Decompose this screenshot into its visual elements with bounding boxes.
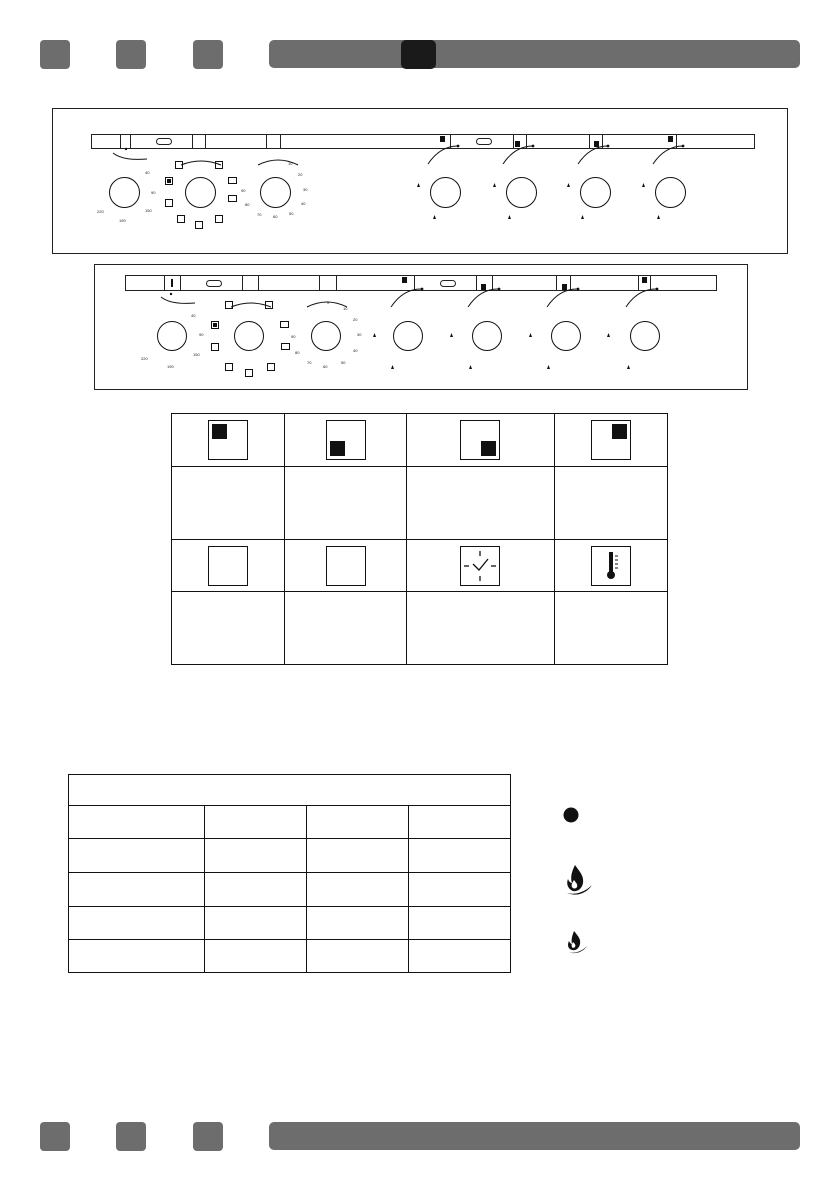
timer-label: 70 bbox=[307, 360, 312, 365]
control-panel-a bbox=[52, 108, 788, 254]
table-cell bbox=[205, 806, 307, 839]
table-cell bbox=[69, 873, 205, 907]
timer-label: 40 bbox=[301, 201, 306, 206]
symbol-cell bbox=[285, 540, 406, 592]
burner-front-left-icon bbox=[326, 420, 366, 460]
table-cell bbox=[409, 873, 511, 907]
temp-label: 190 bbox=[167, 364, 174, 369]
symbol-cell bbox=[406, 540, 554, 592]
description-cell bbox=[554, 592, 667, 665]
description-cell bbox=[406, 467, 554, 540]
description-cell bbox=[554, 467, 667, 540]
description-cell bbox=[172, 592, 285, 665]
timer-label: 20 bbox=[353, 317, 358, 322]
temp-label: 150 bbox=[193, 352, 200, 357]
control-panel-b bbox=[94, 264, 748, 390]
timer-label: 30 bbox=[303, 187, 308, 192]
burner-rear-right-icon bbox=[591, 420, 631, 460]
footer-tab-2 bbox=[116, 1122, 146, 1151]
timer-label: 50 bbox=[289, 211, 294, 216]
table-cell bbox=[69, 806, 205, 839]
symbol-cell bbox=[172, 414, 285, 467]
burner-front-right-icon bbox=[460, 420, 500, 460]
symbol-cell bbox=[172, 540, 285, 592]
timer-label: 60 bbox=[273, 214, 278, 219]
table-cell bbox=[205, 873, 307, 907]
header-active-tab bbox=[401, 40, 436, 69]
temp-label: 190 bbox=[119, 218, 126, 223]
table-cell bbox=[69, 839, 205, 873]
timer-label: 10 bbox=[288, 161, 293, 166]
header-tab-1 bbox=[40, 40, 70, 69]
timer-label: 20 bbox=[298, 172, 303, 177]
header-tab-2 bbox=[116, 40, 146, 69]
temp-label: 90 bbox=[151, 190, 156, 195]
description-cell bbox=[285, 467, 406, 540]
symbol-cell bbox=[285, 414, 406, 467]
timer-label: 80 bbox=[295, 350, 300, 355]
panel-b-marks bbox=[95, 265, 747, 389]
thermometer-icon bbox=[591, 546, 631, 586]
timer-label: 30 bbox=[357, 332, 362, 337]
timer-label: 10 bbox=[343, 306, 348, 311]
table-cell bbox=[205, 907, 307, 940]
table-cell bbox=[409, 907, 511, 940]
footer-tab-3 bbox=[193, 1122, 223, 1151]
temp-label: 150 bbox=[145, 208, 152, 213]
table-cell bbox=[307, 839, 409, 873]
table-cell bbox=[409, 839, 511, 873]
timer-label: 0 bbox=[327, 300, 330, 305]
panel-a-marks bbox=[53, 109, 787, 253]
table-cell bbox=[205, 839, 307, 873]
timer-label: 90 bbox=[241, 188, 246, 193]
blank-square-icon bbox=[326, 546, 366, 586]
timer-label: 50 bbox=[341, 360, 346, 365]
table-header bbox=[69, 775, 511, 806]
description-cell bbox=[406, 592, 554, 665]
description-cell bbox=[172, 467, 285, 540]
table-cell bbox=[307, 940, 409, 973]
table-cell bbox=[409, 806, 511, 839]
off-dot-icon bbox=[562, 806, 580, 824]
timer-label: 60 bbox=[323, 364, 328, 369]
timer-label: 40 bbox=[353, 348, 358, 353]
symbol-table bbox=[171, 413, 668, 665]
gas-setting-table bbox=[68, 774, 511, 973]
timer-label: 70 bbox=[257, 212, 262, 217]
table-cell bbox=[307, 806, 409, 839]
symbol-cell bbox=[554, 540, 667, 592]
symbol-cell bbox=[406, 414, 554, 467]
temp-label: 40 bbox=[191, 313, 196, 318]
table-cell bbox=[409, 940, 511, 973]
timer-icon bbox=[460, 546, 500, 586]
timer-label: 90 bbox=[291, 334, 296, 339]
temp-label: 90 bbox=[199, 332, 204, 337]
table-cell bbox=[307, 907, 409, 940]
timer-label: 80 bbox=[245, 202, 250, 207]
blank-square-icon bbox=[208, 546, 248, 586]
header-tab-3 bbox=[193, 40, 223, 69]
footer-tab-1 bbox=[40, 1122, 70, 1151]
footer-bar bbox=[269, 1122, 800, 1150]
description-cell bbox=[285, 592, 406, 665]
small-flame-icon bbox=[564, 928, 592, 956]
table-cell bbox=[69, 907, 205, 940]
temp-label: 220 bbox=[141, 356, 148, 361]
symbol-cell bbox=[554, 414, 667, 467]
table-cell bbox=[205, 940, 307, 973]
temp-label: 40 bbox=[145, 170, 150, 175]
header-bar bbox=[269, 40, 800, 68]
table-cell bbox=[69, 940, 205, 973]
table-cell bbox=[307, 873, 409, 907]
temp-label: 220 bbox=[97, 209, 104, 214]
burner-rear-left-icon bbox=[208, 420, 248, 460]
large-flame-icon bbox=[562, 862, 596, 896]
